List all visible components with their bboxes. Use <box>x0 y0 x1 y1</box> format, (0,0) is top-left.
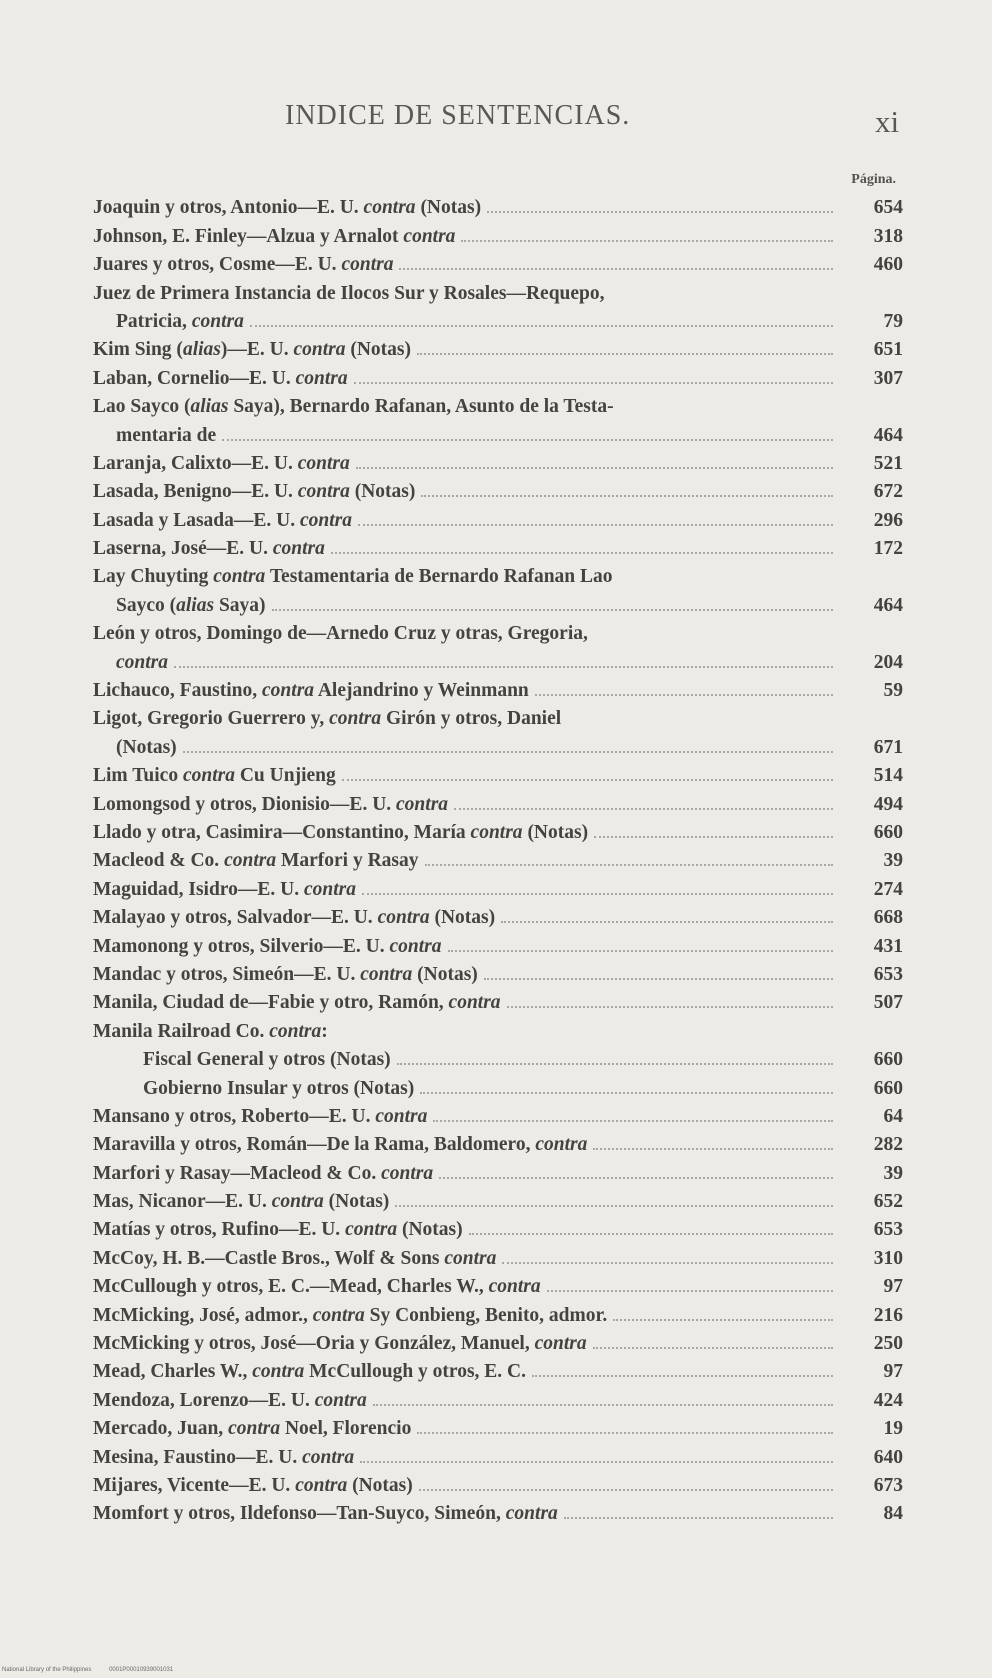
entry-text: Malayao y otros, Salvador—E. U. contra (Notas) <box>93 907 496 929</box>
entry-page: 672 <box>873 481 903 503</box>
index-entry <box>93 1128 903 1156</box>
entry-page: 97 <box>883 1361 903 1383</box>
entry-text: Mercado, Juan, contra Noel, Florencio <box>93 1418 412 1440</box>
index-entry <box>93 1412 903 1440</box>
index-entry <box>93 447 903 475</box>
index-entry <box>93 617 903 645</box>
entry-page: 640 <box>873 1446 903 1468</box>
entry-text: Laranja, Calixto—E. U. contra <box>93 452 350 474</box>
index-entry <box>93 1043 903 1071</box>
entry-page: 59 <box>883 680 903 702</box>
index-entry <box>93 560 903 588</box>
dot-leader <box>593 1347 833 1349</box>
index-entry <box>93 844 903 872</box>
dot-leader <box>174 666 833 668</box>
dot-leader <box>395 1205 833 1207</box>
index-entry <box>93 1185 903 1213</box>
dot-leader <box>362 893 833 895</box>
dot-leader <box>425 864 833 866</box>
dot-leader <box>461 240 833 242</box>
entry-page: 318 <box>873 225 903 247</box>
dot-leader <box>433 1120 833 1122</box>
dot-leader <box>613 1319 833 1321</box>
entry-text: Manila Railroad Co. contra: <box>93 1020 328 1042</box>
dot-leader <box>448 950 834 952</box>
index-entry <box>93 248 903 276</box>
index-entry <box>93 475 903 503</box>
entry-page: 97 <box>883 1276 903 1298</box>
dot-leader <box>417 1432 833 1434</box>
entry-text: Mamonong y otros, Silverio—E. U. contra <box>93 935 442 957</box>
footer-library: National Library of the Philippines <box>2 1667 92 1673</box>
index-entry <box>93 418 903 446</box>
index-entry <box>93 503 903 531</box>
entry-text: Lomongsod y otros, Dionisio—E. U. contra <box>93 793 449 815</box>
entry-page: 660 <box>873 1077 903 1099</box>
entry-page: 651 <box>873 339 903 361</box>
entry-text: Llado y otra, Casimira—Constantino, María contra (Notas) <box>93 821 589 843</box>
entry-text: Mansano y otros, Roberto—E. U. contra <box>93 1105 428 1127</box>
entry-page: 431 <box>873 935 903 957</box>
dot-leader <box>502 1262 833 1264</box>
index-entry <box>93 1298 903 1326</box>
entry-page: 671 <box>873 736 903 758</box>
dot-leader <box>469 1233 833 1235</box>
page-title: INDICE DE SENTENCIAS. <box>285 100 631 131</box>
entry-page: 79 <box>883 310 903 332</box>
entry-page: 39 <box>883 850 903 872</box>
dot-leader <box>547 1290 833 1292</box>
entry-text: Juares y otros, Cosme—E. U. contra <box>93 254 394 276</box>
entry-text: mentaria de <box>116 424 217 446</box>
dot-leader <box>399 268 833 270</box>
entry-page: 660 <box>873 821 903 843</box>
entry-text: McMicking y otros, José—Oria y González, Manuel, contra <box>93 1333 587 1355</box>
dot-leader <box>356 467 833 469</box>
entry-page: 216 <box>873 1304 903 1326</box>
entry-text: McCoy, H. B.—Castle Bros., Wolf & Sons contra <box>93 1247 497 1269</box>
entry-text: Lay Chuyting contra Testamentaria de Bernardo Rafanan Lao <box>93 566 613 588</box>
entry-text: Sayco (alias Saya) <box>116 594 266 616</box>
dot-leader <box>420 1092 833 1094</box>
index-entry <box>93 872 903 900</box>
index-entry <box>93 333 903 361</box>
dot-leader <box>222 439 833 441</box>
index-entry <box>93 1355 903 1383</box>
entry-page: 673 <box>873 1474 903 1496</box>
index-entry <box>93 1327 903 1355</box>
index-entry <box>93 532 903 560</box>
index-entry <box>93 1270 903 1298</box>
entry-page: 19 <box>883 1418 903 1440</box>
index-entry <box>93 276 903 304</box>
dot-leader <box>417 353 833 355</box>
index-entry <box>93 390 903 418</box>
entry-text: (Notas) <box>116 736 177 758</box>
entry-text: Ligot, Gregorio Guerrero y, contra Girón y otros, Daniel <box>93 708 562 730</box>
entry-text: Laban, Cornelio—E. U. contra <box>93 367 348 389</box>
dot-leader <box>594 836 833 838</box>
entry-page: 464 <box>873 594 903 616</box>
entry-text: McMicking, José, admor., contra Sy Conbieng, Benito, admor. <box>93 1304 608 1326</box>
index-entry <box>93 816 903 844</box>
index-entry <box>93 1383 903 1411</box>
entry-page: 507 <box>873 992 903 1014</box>
entry-text: Mead, Charles W., contra McCullough y otros, E. C. <box>93 1361 527 1383</box>
entry-text: Momfort y otros, Ildefonso—Tan-Suyco, Simeón, contra <box>93 1503 558 1525</box>
entry-text: Lim Tuico contra Cu Unjieng <box>93 765 336 787</box>
page-number: xi <box>875 104 900 139</box>
entry-text: Laserna, José—E. U. contra <box>93 538 325 560</box>
entry-text: Maravilla y otros, Román—De la Rama, Baldomero, contra <box>93 1134 588 1156</box>
dot-leader <box>250 325 833 327</box>
index-entry <box>93 1440 903 1468</box>
footer-code: 0001P00010939001031 <box>109 1667 174 1673</box>
entry-text: Mijares, Vicente—E. U. contra (Notas) <box>93 1474 413 1496</box>
entry-page: 464 <box>873 424 903 446</box>
dot-leader <box>421 495 833 497</box>
entry-text: Fiscal General y otros (Notas) <box>143 1049 391 1071</box>
page-column-label: Página. <box>851 172 896 187</box>
index-entry <box>93 674 903 702</box>
entry-text: Manila, Ciudad de—Fabie y otro, Ramón, contra <box>93 992 501 1014</box>
index-entry <box>93 929 903 957</box>
dot-leader <box>331 552 833 554</box>
entry-page: 274 <box>873 878 903 900</box>
entry-page: 307 <box>873 367 903 389</box>
dot-leader <box>507 1006 833 1008</box>
entry-page: 668 <box>873 907 903 929</box>
index-entry <box>93 645 903 673</box>
entry-text: Marfori y Rasay—Macleod & Co. contra <box>93 1162 434 1184</box>
index-entry <box>93 1156 903 1184</box>
entry-text: Lichauco, Faustino, contra Alejandrino y Weinmann <box>93 680 529 702</box>
dot-leader <box>360 1461 833 1463</box>
entry-text: Mandac y otros, Simeón—E. U. contra (Notas) <box>93 963 478 985</box>
entry-text: Juez de Primera Instancia de Ilocos Sur y Rosales—Requepo, <box>93 282 605 304</box>
index-entry <box>93 1213 903 1241</box>
index-entry <box>93 191 903 219</box>
entry-page: 460 <box>873 254 903 276</box>
entry-text: Lasada, Benigno—E. U. contra (Notas) <box>93 481 416 503</box>
index-entry <box>93 305 903 333</box>
dot-leader <box>342 779 833 781</box>
entry-text: Maguidad, Isidro—E. U. contra <box>93 878 356 900</box>
entry-page: 84 <box>883 1503 903 1525</box>
entry-text: Patricia, contra <box>116 310 244 332</box>
entry-text: Lao Sayco (alias Saya), Bernardo Rafanan, Asunto de la Testa- <box>93 396 614 418</box>
entry-page: 652 <box>873 1191 903 1213</box>
index-entry <box>93 219 903 247</box>
dot-leader <box>373 1404 833 1406</box>
entry-page: 653 <box>873 963 903 985</box>
dot-leader <box>358 524 833 526</box>
entry-page: 282 <box>873 1134 903 1156</box>
index-entry <box>93 1469 903 1497</box>
entry-text: Kim Sing (alias)—E. U. contra (Notas) <box>93 339 412 361</box>
entry-text: Matías y otros, Rufino—E. U. contra (Notas) <box>93 1219 463 1241</box>
dot-leader <box>593 1148 833 1150</box>
entry-text: Mesina, Faustino—E. U. contra <box>93 1446 355 1468</box>
index-entry <box>93 1014 903 1042</box>
dot-leader <box>272 609 833 611</box>
entry-text: Macleod & Co. contra Marfori y Rasay <box>93 850 419 872</box>
dot-leader <box>532 1375 833 1377</box>
entry-text: Gobierno Insular y otros (Notas) <box>143 1077 415 1099</box>
entry-page: 39 <box>883 1162 903 1184</box>
dot-leader <box>354 382 833 384</box>
dot-leader <box>535 694 833 696</box>
entry-page: 660 <box>873 1049 903 1071</box>
index-entry <box>93 958 903 986</box>
entry-page: 494 <box>873 793 903 815</box>
entry-text: León y otros, Domingo de—Arnedo Cruz y otras, Gregoria, <box>93 623 588 645</box>
index-entry <box>93 1497 903 1525</box>
entry-page: 310 <box>873 1247 903 1269</box>
entry-text: contra <box>116 651 169 673</box>
entry-page: 514 <box>873 765 903 787</box>
entry-page: 521 <box>873 452 903 474</box>
dot-leader <box>487 211 833 213</box>
index-entries <box>93 191 903 1525</box>
index-entry <box>93 787 903 815</box>
index-entry <box>93 986 903 1014</box>
dot-leader <box>419 1489 833 1491</box>
entry-text: Johnson, E. Finley—Alzua y Arnalot contra <box>93 225 456 247</box>
entry-text: McCullough y otros, E. C.—Mead, Charles W., contra <box>93 1276 541 1298</box>
entry-text: Mendoza, Lorenzo—E. U. contra <box>93 1389 367 1411</box>
entry-page: 64 <box>883 1105 903 1127</box>
entry-page: 172 <box>873 538 903 560</box>
index-entry <box>93 588 903 616</box>
index-entry <box>93 1071 903 1099</box>
index-entry <box>93 759 903 787</box>
entry-page: 653 <box>873 1219 903 1241</box>
entry-text: Lasada y Lasada—E. U. contra <box>93 509 352 531</box>
footer <box>2 1667 173 1673</box>
dot-leader <box>454 808 833 810</box>
entry-text: Mas, Nicanor—E. U. contra (Notas) <box>93 1191 390 1213</box>
entry-page: 250 <box>873 1333 903 1355</box>
index-entry <box>93 702 903 730</box>
index-entry <box>93 901 903 929</box>
index-entry <box>93 361 903 389</box>
dot-leader <box>564 1517 833 1519</box>
dot-leader <box>397 1063 833 1065</box>
index-entry <box>93 1100 903 1128</box>
index-entry <box>93 1241 903 1269</box>
entry-page: 296 <box>873 509 903 531</box>
entry-page: 204 <box>873 651 903 673</box>
entry-page: 654 <box>873 197 903 219</box>
dot-leader <box>439 1177 833 1179</box>
dot-leader <box>484 978 833 980</box>
entry-page: 424 <box>873 1389 903 1411</box>
entry-text: Joaquin y otros, Antonio—E. U. contra (Notas) <box>93 197 482 219</box>
dot-leader <box>183 751 833 753</box>
index-entry <box>93 730 903 758</box>
dot-leader <box>501 921 833 923</box>
